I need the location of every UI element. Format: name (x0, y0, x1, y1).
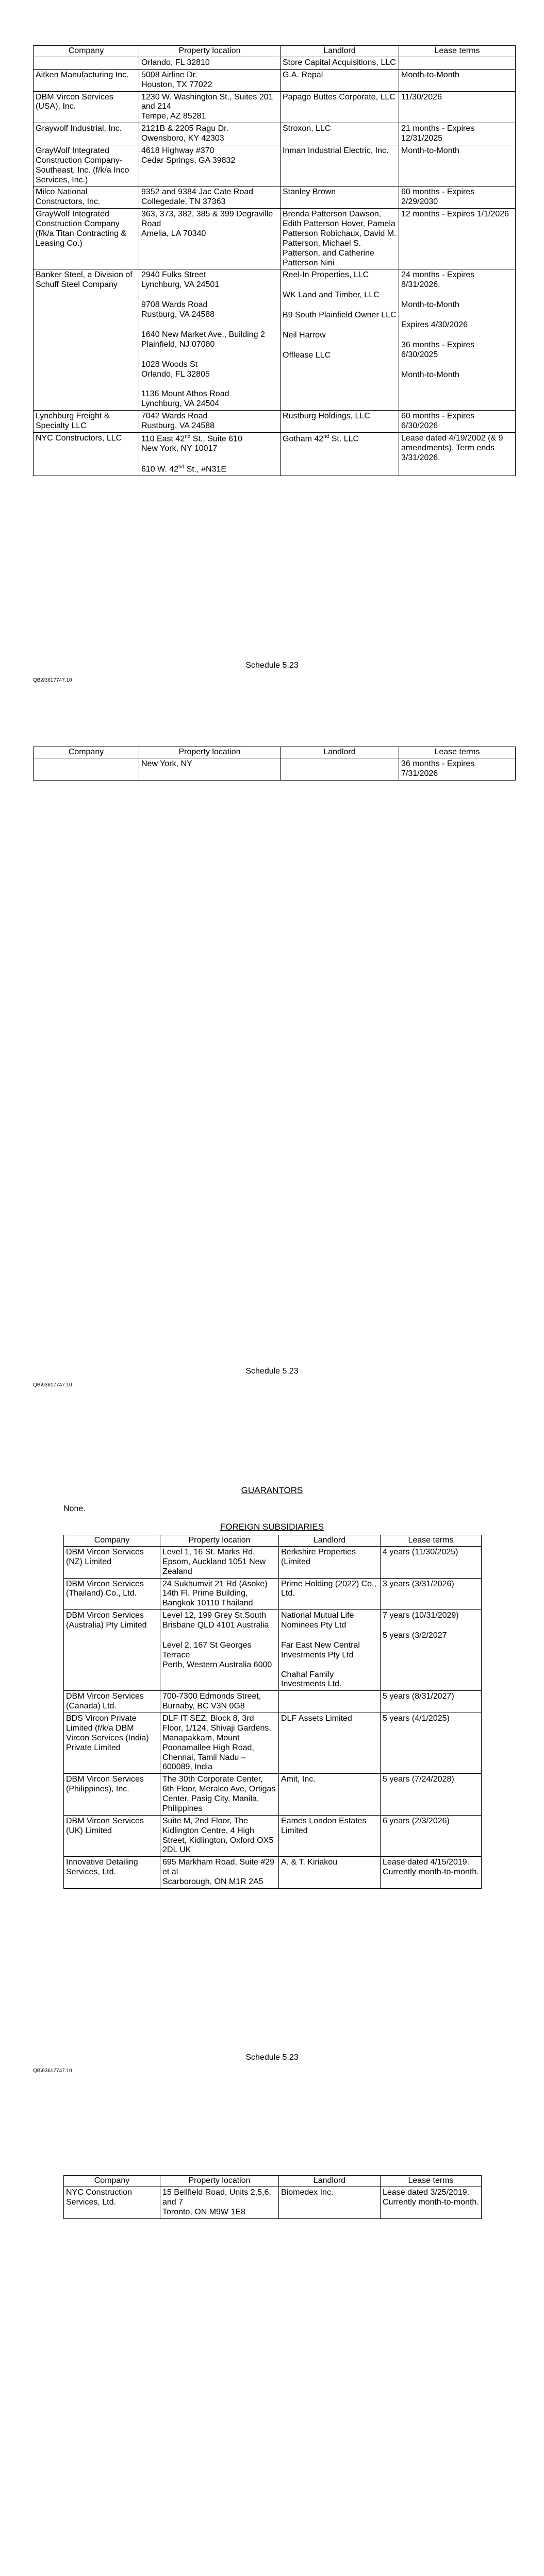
lease-terms-cell (381, 1815, 482, 1857)
property-location-cell (160, 1713, 279, 1774)
cell-entry: Rustburg Holdings, LLC (283, 412, 370, 421)
column-header-company: Company (34, 747, 139, 758)
table-row (34, 432, 516, 476)
cell-entry: Lease dated 3/25/2019. Currently month-to-month. (383, 2188, 479, 2207)
company-cell: Banker Steel, a Division of Schuff Steel Company (34, 269, 139, 411)
property-location-cell (160, 1691, 279, 1713)
table-row (64, 2187, 482, 2218)
property-location-cell (160, 1857, 279, 1889)
cell-entry: 24 months - Expires 8/31/2026. (401, 270, 475, 290)
lease-terms-cell (399, 57, 516, 69)
company-cell: DBM Vircon Services (Thailand) Co., Ltd. (64, 1578, 160, 1610)
column-header-lease-terms: Lease terms (381, 2176, 482, 2187)
lease-terms-cell (399, 145, 516, 187)
cell-entry: WK Land and Timber, LLC (283, 291, 380, 300)
company-cell: DBM Vircon Services (Australia) Pty Limited (64, 1610, 160, 1691)
cell-entry: G.A. Repal (283, 70, 323, 79)
table-row (34, 758, 516, 780)
landlord-cell (281, 145, 399, 187)
table-row (64, 1774, 482, 1816)
cell-entry: 11/30/2026 (401, 92, 442, 101)
table-row (64, 1578, 482, 1610)
lease-terms-cell (399, 269, 516, 411)
cell-entry: B9 South Plainfield Owner LLC (283, 311, 397, 320)
landlord-cell (281, 758, 399, 780)
cell-entry: Papago Buttes Corporate, LLC (283, 92, 395, 101)
column-header-company: Company (34, 46, 139, 57)
cell-entry: 2121B & 2205 Ragu Dr. Owensboro, KY 42303 (141, 124, 229, 143)
document-id: QB\93617747.10 (33, 1382, 72, 1388)
table-header-row (34, 46, 516, 57)
cell-entry: 2940 Fulks Street Lynchburg, VA 24501 (141, 270, 220, 290)
table-row (34, 269, 516, 411)
property-location-cell (160, 1546, 279, 1578)
table-header-row (64, 2176, 482, 2187)
company-cell: Innovative Detailing Services, Ltd. (64, 1857, 160, 1889)
cell-entry: DLF IT SEZ, Block 8, 3rd Floor, 1/124, Shivaji Gardens, Manapakkam, Mount Poonamallee High Road, Chennai, Tamil Nadu – 600089, India (162, 1714, 271, 1772)
cell-entry: 9352 and 9384 Jac Cate Road Collegedale, TN 37363 (141, 188, 254, 207)
document-id: QB\93617747.10 (33, 2068, 72, 2074)
cell-entry: 363, 373, 382, 385 & 399 Degraville Road Amelia, LA 70340 (141, 210, 273, 238)
cell-entry: Month-to-Month (401, 146, 459, 155)
landlord-cell (281, 432, 399, 476)
cell-entry: 24 Sukhumvit 21 Rd (Asoke) 14th Fl. Prime Building, Bangkok 10110 Thailand (162, 1579, 268, 1608)
column-header-lease-terms: Lease terms (381, 1535, 482, 1547)
lease-terms-cell (381, 1713, 482, 1774)
cell-entry: Stanley Brown (283, 188, 336, 197)
cell-entry: 1640 New Market Ave., Building 2 Plainfield, NJ 07080 (141, 330, 265, 349)
property-location-cell (160, 1610, 279, 1691)
cell-entry: Level 12, 199 Grey St.South Brisbane QLD 4101 Australia (162, 1611, 269, 1630)
property-location-cell (139, 187, 281, 209)
landlord-cell (279, 1815, 381, 1857)
column-header-landlord: Landlord (279, 2176, 381, 2187)
table-row (64, 1815, 482, 1857)
table-row (64, 1713, 482, 1774)
cell-entry: Level 1, 16 St. Marks Rd, Epsom, Auckland 1051 New Zealand (162, 1547, 266, 1576)
document-id: QB\93617747.10 (33, 677, 72, 683)
cell-entry: 110 East 42nd St., Suite 610 New York, NY 10017 (141, 433, 242, 453)
property-location-cell (139, 432, 281, 476)
lease-terms-cell (399, 758, 516, 780)
lease-terms-cell (399, 432, 516, 476)
property-location-cell (139, 758, 281, 780)
none-text: None. (63, 1504, 86, 1513)
cell-entry: Lease dated 4/15/2019. Currently month-to-month. (383, 1858, 479, 1877)
cell-entry: Stroxon, LLC (283, 124, 331, 133)
landlord-cell (279, 1713, 381, 1774)
cell-entry: Far East New Central Investments Pty Ltd Chahal Family Investments Ltd. (281, 1640, 360, 1689)
landlord-cell (279, 1691, 381, 1713)
cell-entry: 695 Markham Road, Suite #29 et al Scarborough, ON M1R 2A5 (162, 1858, 275, 1886)
table-header-row (64, 1535, 482, 1547)
cell-entry: 12 months - Expires 1/1/2026 (401, 210, 509, 219)
lease-terms-cell (381, 2187, 482, 2218)
table-body (34, 57, 516, 476)
foreign-subsidiaries-heading: FOREIGN SUBSIDIARIES (220, 1522, 324, 1532)
landlord-cell (281, 123, 399, 145)
lease-terms-cell (399, 411, 516, 433)
column-header-landlord: Landlord (281, 46, 399, 57)
cell-entry: 7 years (10/31/2029) (383, 1611, 459, 1620)
table-row (34, 69, 516, 91)
company-cell: Graywolf Industrial, Inc. (34, 123, 139, 145)
table-row (34, 411, 516, 433)
company-cell: DBM Vircon Services (USA), Inc. (34, 91, 139, 123)
cell-entry: 1028 Woods St Orlando, FL 32805 (141, 360, 210, 379)
company-cell: Lynchburg Freight & Specialty LLC (34, 411, 139, 433)
column-header-company: Company (64, 2176, 160, 2187)
cell-entry: 21 months - Expires 12/31/2025 (401, 124, 475, 143)
table-row (34, 209, 516, 269)
company-cell: DBM Vircon Services (NZ) Limited (64, 1546, 160, 1578)
cell-entry: National Mutual Life Nominees Pty Ltd (281, 1611, 354, 1630)
lease-terms-cell (381, 1546, 482, 1578)
table-row (34, 123, 516, 145)
company-cell (34, 758, 139, 780)
cell-entry: Month-to-Month (401, 70, 459, 79)
cell-entry: Brenda Patterson Dawson, Edith Patterson Hover, Pamela Patterson Robichaux, David M. Patterson, Michael S. Patterson, and Catherine Patterson Nini (283, 210, 397, 267)
company-cell: NYC Constructors, LLC (34, 432, 139, 476)
cell-entry: Neil Harrow (283, 331, 326, 340)
property-location-cell (160, 2187, 279, 2218)
table-row (34, 91, 516, 123)
cell-entry: Berkshire Properties (Limited (281, 1547, 356, 1566)
landlord-cell (279, 2187, 381, 2218)
cell-entry: 5 years (8/31/2027) (383, 1692, 454, 1701)
landlord-cell (281, 57, 399, 69)
cell-entry: Suite M, 2nd Floor, The Kidlington Centre, 4 High Street, Kidlington, Oxford OX5 2DL UK (162, 1816, 274, 1855)
landlord-cell (281, 269, 399, 411)
table-row (34, 57, 516, 69)
landlord-cell (279, 1610, 381, 1691)
cell-entry: Expires 4/30/2026 (401, 320, 468, 329)
table-row (64, 1546, 482, 1578)
table-body (34, 758, 516, 780)
cell-entry: 7042 Wards Road Rustburg, VA 24588 (141, 412, 215, 430)
cell-entry: 36 months - Expires 6/30/2025 (401, 340, 475, 359)
company-cell: BDS Vircon Private Limited (f/k/a DBM Vircon Services (India) Private Limited (64, 1713, 160, 1774)
schedule-label: Schedule 5.23 (245, 2053, 299, 2062)
property-location-cell (160, 1578, 279, 1610)
table-body (64, 2187, 482, 2218)
column-header-landlord: Landlord (281, 747, 399, 758)
property-location-cell (139, 145, 281, 187)
lease-terms-cell (399, 91, 516, 123)
lease-terms-cell (381, 1578, 482, 1610)
landlord-cell (281, 69, 399, 91)
property-location-cell (139, 269, 281, 411)
table-row (64, 1857, 482, 1889)
cell-entry: 5 years (7/24/2028) (383, 1775, 454, 1784)
landlord-cell (281, 91, 399, 123)
cell-entry: 4 years (11/30/2025) (383, 1547, 458, 1556)
column-header-property-location: Property location (160, 2176, 279, 2187)
table-row (34, 145, 516, 187)
lease-terms-cell (381, 1857, 482, 1889)
column-header-company: Company (64, 1535, 160, 1547)
property-location-cell (160, 1815, 279, 1857)
column-header-property-location: Property location (139, 747, 281, 758)
cell-entry: Amit, Inc. (281, 1775, 316, 1784)
cell-entry: 1230 W. Washington St., Suites 201 and 214 Tempe, AZ 85281 (141, 92, 273, 121)
cell-entry: Month-to-Month (401, 370, 459, 379)
lease-table-page-1 (33, 45, 516, 476)
cell-entry: 60 months - Expires 2/29/2030 (401, 188, 475, 207)
cell-entry: 5008 Airline Dr. Houston, TX 77022 (141, 70, 212, 89)
lease-terms-cell (381, 1691, 482, 1713)
table-row (34, 187, 516, 209)
property-location-cell (139, 411, 281, 433)
cell-entry: 4618 Highway #370 Cedar Springs, GA 39832 (141, 146, 236, 165)
schedule-label: Schedule 5.23 (245, 1367, 299, 1376)
lease-table-page-2 (33, 747, 516, 781)
landlord-cell (279, 1546, 381, 1578)
landlord-cell (281, 187, 399, 209)
cell-entry: 5 years (3/2/2027 (383, 1631, 447, 1640)
company-cell: DBM Vircon Services (UK) Limited (64, 1815, 160, 1857)
property-location-cell (139, 91, 281, 123)
lease-terms-cell (381, 1610, 482, 1691)
lease-terms-cell (399, 123, 516, 145)
cell-entry: 9708 Wards Road Rustburg, VA 24588 (141, 300, 215, 319)
column-header-landlord: Landlord (279, 1535, 381, 1547)
cell-entry: 15 Bellfield Road, Units 2,5,6, and 7 Toronto, ON M9W 1E8 (162, 2188, 271, 2216)
cell-entry: 610 W. 42nd St., #N31E (141, 464, 226, 474)
lease-terms-cell (399, 69, 516, 91)
lease-terms-cell (399, 187, 516, 209)
column-header-lease-terms: Lease terms (399, 46, 516, 57)
column-header-property-location: Property location (139, 46, 281, 57)
cell-entry: 3 years (3/31/2026) (383, 1579, 454, 1588)
table-body (64, 1546, 482, 1888)
cell-entry: A. & T. Kiriakou (281, 1858, 338, 1867)
cell-entry: New York, NY (141, 759, 192, 768)
lease-terms-cell (381, 1774, 482, 1816)
column-header-property-location: Property location (160, 1535, 279, 1547)
schedule-label: Schedule 5.23 (245, 661, 299, 670)
cell-entry: Offlease LLC (283, 350, 331, 360)
landlord-cell (281, 411, 399, 433)
cell-entry: 5 years (4/1/2025) (383, 1714, 450, 1723)
cell-entry: DLF Assets Limited (281, 1714, 352, 1723)
company-cell: GrayWolf Integrated Construction Company (f/k/a Titan Contracting & Leasing Co.) (34, 209, 139, 269)
company-cell: Milco National Constructors, Inc. (34, 187, 139, 209)
cell-entry: Reel-In Properties, LLC (283, 270, 369, 280)
property-location-cell (139, 69, 281, 91)
cell-entry: The 30th Corporate Center, 6th Floor, Meralco Ave, Ortigas Center, Pasig City, Manila, Philippines (162, 1775, 276, 1813)
landlord-cell (279, 1774, 381, 1816)
property-location-cell (139, 57, 281, 69)
cell-entry: Prime Holding (2022) Co., Ltd. (281, 1579, 376, 1598)
table-row (64, 1610, 482, 1691)
table-header-row (34, 747, 516, 758)
cell-entry: 6 years (2/3/2026) (383, 1816, 450, 1825)
cell-entry: Month-to-Month (401, 300, 459, 310)
lease-table-page-4 (63, 2175, 482, 2219)
property-location-cell (139, 209, 281, 269)
company-cell: DBM Vircon Services (Canada) Ltd. (64, 1691, 160, 1713)
property-location-cell (139, 123, 281, 145)
company-cell: Aitken Manufacturing Inc. (34, 69, 139, 91)
cell-entry: Store Capital Acquisitions, LLC (283, 58, 396, 67)
landlord-cell (279, 1857, 381, 1889)
cell-entry: 60 months - Expires 6/30/2026 (401, 412, 475, 430)
guarantors-heading: GUARANTORS (241, 1485, 303, 1495)
property-location-cell (160, 1774, 279, 1816)
landlord-cell (279, 1578, 381, 1610)
table-row (64, 1691, 482, 1713)
cell-entry: Lease dated 4/19/2002 (& 9 amendments). Term ends 3/31/2026. (401, 433, 503, 462)
cell-entry: 1136 Mount Athos Road Lynchburg, VA 24504 (141, 389, 229, 409)
company-cell: GrayWolf Integrated Construction Company-Southeast, Inc. (f/k/a Inco Services, Inc.) (34, 145, 139, 187)
column-header-lease-terms: Lease terms (399, 747, 516, 758)
foreign-subsidiaries-table (63, 1535, 482, 1889)
cell-entry: Level 2, 167 St Georges Terrace Perth, Western Australia 6000 (162, 1640, 272, 1669)
cell-entry: Orlando, FL 32810 (141, 58, 210, 67)
cell-entry: Gotham 42nd St. LLC (283, 433, 359, 444)
cell-entry: 36 months - Expires 7/31/2026 (401, 759, 475, 778)
company-cell: DBM Vircon Services (Philippines), Inc. (64, 1774, 160, 1816)
company-cell: NYC Construction Services, Ltd. (64, 2187, 160, 2218)
landlord-cell (281, 209, 399, 269)
cell-entry: Inman Industrial Electric, Inc. (283, 146, 389, 155)
lease-terms-cell (399, 209, 516, 269)
company-cell (34, 57, 139, 69)
cell-entry: Biomedex Inc. (281, 2188, 334, 2197)
cell-entry: Eames London Estates Limited (281, 1816, 367, 1835)
cell-entry: 700-7300 Edmonds Street, Burnaby, BC V3N 0G8 (162, 1692, 261, 1711)
